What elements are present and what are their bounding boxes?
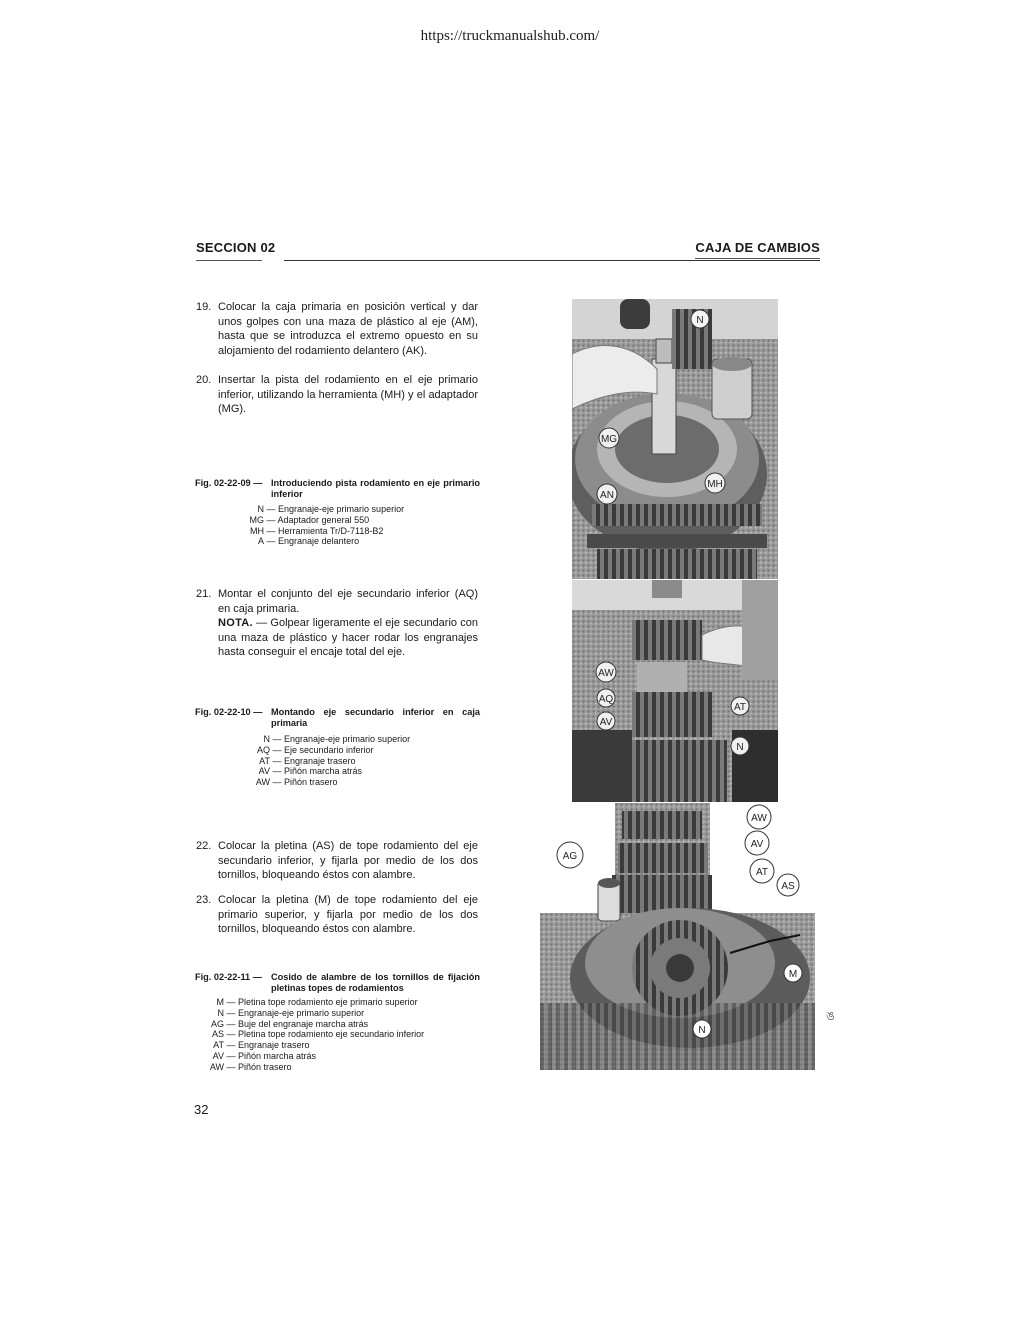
figure-caption-2 [195, 707, 480, 729]
gearbox-photo-2 [572, 580, 778, 802]
header-rule [284, 260, 820, 261]
legend-item: N — Engranaje-eje primario superior [217, 1007, 365, 1018]
step-note [218, 616, 478, 660]
legend-item: AS — Pletina tope rodamiento eje secundario inferior [211, 1029, 425, 1040]
step-20 [196, 373, 478, 417]
step-text: Colocar la pletina (M) de tope rodamiento del eje primario superior, y fijarla por medio de los dos tornillos, bloqueando éstos con alambre. [218, 894, 478, 936]
figure-title: Introduciendo pista rodamiento en eje primario inferior [271, 478, 480, 499]
step-23 [196, 893, 478, 937]
step-21 [196, 587, 478, 660]
figure-legend-2 [250, 734, 410, 788]
callout-label: MH [707, 479, 723, 490]
legend-item: AT — Engranaje trasero [259, 755, 356, 766]
figure-id: Fig. 02-22-10 — [195, 707, 263, 717]
figure-caption-1 [195, 478, 480, 500]
callout-label: AW [598, 668, 614, 679]
legend-item: AW — Piñón trasero [209, 1061, 292, 1072]
callout-label: N [696, 315, 704, 326]
section-heading: SECCION 02 [196, 240, 276, 255]
legend-item: AW — Piñón trasero [255, 777, 338, 788]
step-text: Insertar la pista del rodamiento en el eje primario inferior, utilizando la herramienta (MH) y el adaptador (MG). [218, 374, 478, 416]
gearbox-photo-3 [540, 803, 815, 1070]
source-url: https://truckmanualshub.com/ [420, 28, 600, 44]
callout-label: AQ [598, 694, 614, 705]
callout-label: AT [755, 867, 769, 878]
step-number: 22. [196, 840, 212, 852]
header-rule-right [695, 258, 820, 259]
callout-label: N [736, 742, 744, 753]
callout-label: N [698, 1025, 706, 1036]
callout-label: AT [733, 702, 747, 713]
step-19 [196, 300, 478, 358]
callout-label: M [788, 969, 798, 980]
figure-photo-3 [540, 803, 815, 1070]
step-number: 20. [196, 374, 212, 386]
legend-item: AV — Piñón marcha atrás [212, 1050, 317, 1061]
legend-item: MG — Adaptador general 550 [249, 514, 370, 525]
figure-title: Cosido de alambre de los tornillos de fijación pletinas topes de rodamientos [271, 972, 480, 993]
step-text: Colocar la pletina (AS) de tope rodamiento del eje secundario inferior, y fijarla por medio de los dos tornillos, bloqueando éstos con alambre. [218, 840, 478, 882]
callout-label: AV [750, 839, 764, 850]
callout-label: MG [600, 434, 618, 445]
figure-legend-1 [244, 504, 404, 547]
figure-photo-1 [572, 299, 778, 579]
chapter-heading: CAJA DE CAMBIOS [695, 240, 820, 255]
figure-photo-2 [572, 580, 778, 802]
note-label: NOTA. [218, 617, 253, 630]
callout-label: AN [600, 490, 614, 501]
figure-id: Fig. 02-22-11 — [195, 972, 262, 982]
legend-item: M — Pletina tope rodamiento eje primario superior [216, 997, 418, 1007]
callout-label: AS [781, 881, 795, 892]
callout-label: AW [751, 813, 767, 824]
page-number: 32 [194, 1102, 209, 1117]
step-number: 21. [196, 588, 212, 600]
legend-item: AQ — Eje secundario inferior [256, 744, 374, 755]
gearbox-photo-1 [572, 299, 778, 579]
step-text: Colocar la caja primaria en posición vertical y dar unos golpes con una maza de plástico al eje (AM), hasta que se introduzca el extremo opuesto en su alojamiento del rodamiento delantero (AK). [218, 301, 478, 357]
figure-title: Montando eje secundario inferior en caja primaria [271, 707, 480, 728]
step-22 [196, 839, 478, 883]
step-number: 23. [196, 894, 212, 906]
figure-id: Fig. 02-22-09 — [195, 478, 263, 488]
callout-label: AG [562, 851, 578, 862]
step-text: Montar el conjunto del eje secundario inferior (AQ) en caja primaria. [218, 588, 478, 615]
figure-caption-3 [195, 972, 480, 994]
stray-mark: ঙ [826, 1009, 835, 1023]
legend-item: AT — Engranaje trasero [213, 1040, 310, 1051]
legend-item: AV — Piñón marcha atrás [258, 766, 363, 777]
header-rule-short [196, 260, 262, 261]
step-number: 19. [196, 301, 212, 313]
legend-item: AG — Buje del engranaje marcha atrás [210, 1018, 369, 1029]
legend-item: N — Engranaje-eje primario superior [257, 504, 405, 514]
note-text: — Golpear ligeramente el eje secundario con una maza de plástico y hacer rodar los engranajes hasta conseguir el encaje total del eje. [218, 617, 478, 659]
legend-item: N — Engranaje-eje primario superior [263, 734, 411, 744]
legend-item: A — Engranaje delantero [257, 536, 360, 547]
callout-label: AV [599, 717, 613, 728]
figure-legend-3 [206, 997, 424, 1073]
legend-item: MH — Herramienta Tr/D-7118-B2 [250, 525, 384, 536]
